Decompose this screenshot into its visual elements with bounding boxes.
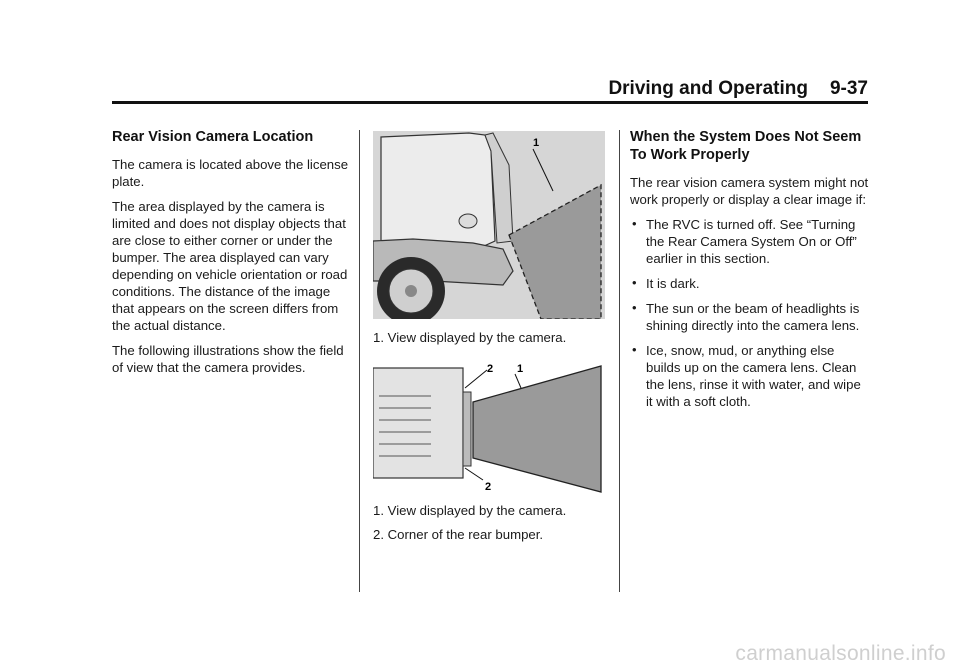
figure2-caption-2: 2. Corner of the rear bumper. — [373, 527, 544, 542]
bullet-icon: • — [632, 216, 637, 231]
wheel-hub — [405, 285, 417, 297]
rear-window — [381, 133, 495, 253]
callout-1: 1 — [517, 363, 524, 375]
paragraph: The area displayed by the camera is limited and does not display objects that are close to either corner or under the bumper. The area displayed can vary depending on vehicle orientation or road conditions. The distance of the image that appears on the screen differs from the actual distance. — [112, 199, 348, 333]
list-item — [630, 275, 870, 292]
column-divider-left — [359, 130, 360, 592]
bullet-icon: • — [632, 300, 637, 315]
page-number: 9-37 — [829, 78, 868, 99]
callout-2-top: 2 — [487, 363, 494, 375]
list-item — [630, 300, 870, 334]
column-divider-right — [619, 130, 620, 592]
bullet-icon: • — [632, 342, 637, 357]
rear-bumper-top — [463, 392, 471, 466]
vehicle-top-body — [373, 368, 463, 478]
right-column — [630, 128, 870, 418]
figure-rear-vehicle-camera-view — [373, 131, 605, 319]
figure1-caption: 1. View displayed by the camera. — [373, 330, 567, 345]
list-item-text: It is dark. — [646, 276, 700, 291]
callout-leader — [515, 374, 521, 388]
callout-2-bottom: 2 — [485, 481, 492, 493]
section-heading-troubleshooting: When the System Does Not Seem To Work Properly — [630, 129, 862, 163]
section-title: Driving and Operating — [608, 78, 808, 99]
figure-top-view-camera-view — [373, 362, 605, 496]
header-rule — [112, 101, 868, 104]
paragraph: The following illustrations show the field of view that the camera provides. — [112, 343, 344, 375]
list-item-text: Ice, snow, mud, or anything else builds up on the camera lens. Clean the lens, rinse it with water, and wipe it with a soft cloth. — [646, 343, 861, 409]
callout-leader — [465, 370, 487, 388]
bullet-icon: • — [632, 275, 637, 290]
left-column — [112, 128, 352, 384]
watermark: carmanualsonline.info — [735, 642, 946, 665]
page-header — [112, 78, 868, 100]
paragraph: The camera is located above the license plate. — [112, 157, 349, 189]
fuel-door — [459, 214, 477, 228]
callout-1: 1 — [533, 137, 540, 149]
list-item-text: The RVC is turned off. See “Turning the Rear Camera System On or Off” earlier in this section. — [646, 217, 857, 266]
figure2-caption-1: 1. View displayed by the camera. — [373, 503, 567, 518]
list-item — [630, 216, 870, 267]
intro-paragraph: The rear vision camera system might not work properly or display a clear image if: — [630, 175, 869, 207]
section-heading-camera-location: Rear Vision Camera Location — [112, 129, 314, 145]
list-item-text: The sun or the beam of headlights is shining directly into the camera lens. — [646, 301, 860, 333]
list-item — [630, 342, 870, 410]
callout-leader — [465, 468, 483, 480]
bullet-list — [630, 216, 870, 410]
camera-view-area — [473, 366, 601, 492]
